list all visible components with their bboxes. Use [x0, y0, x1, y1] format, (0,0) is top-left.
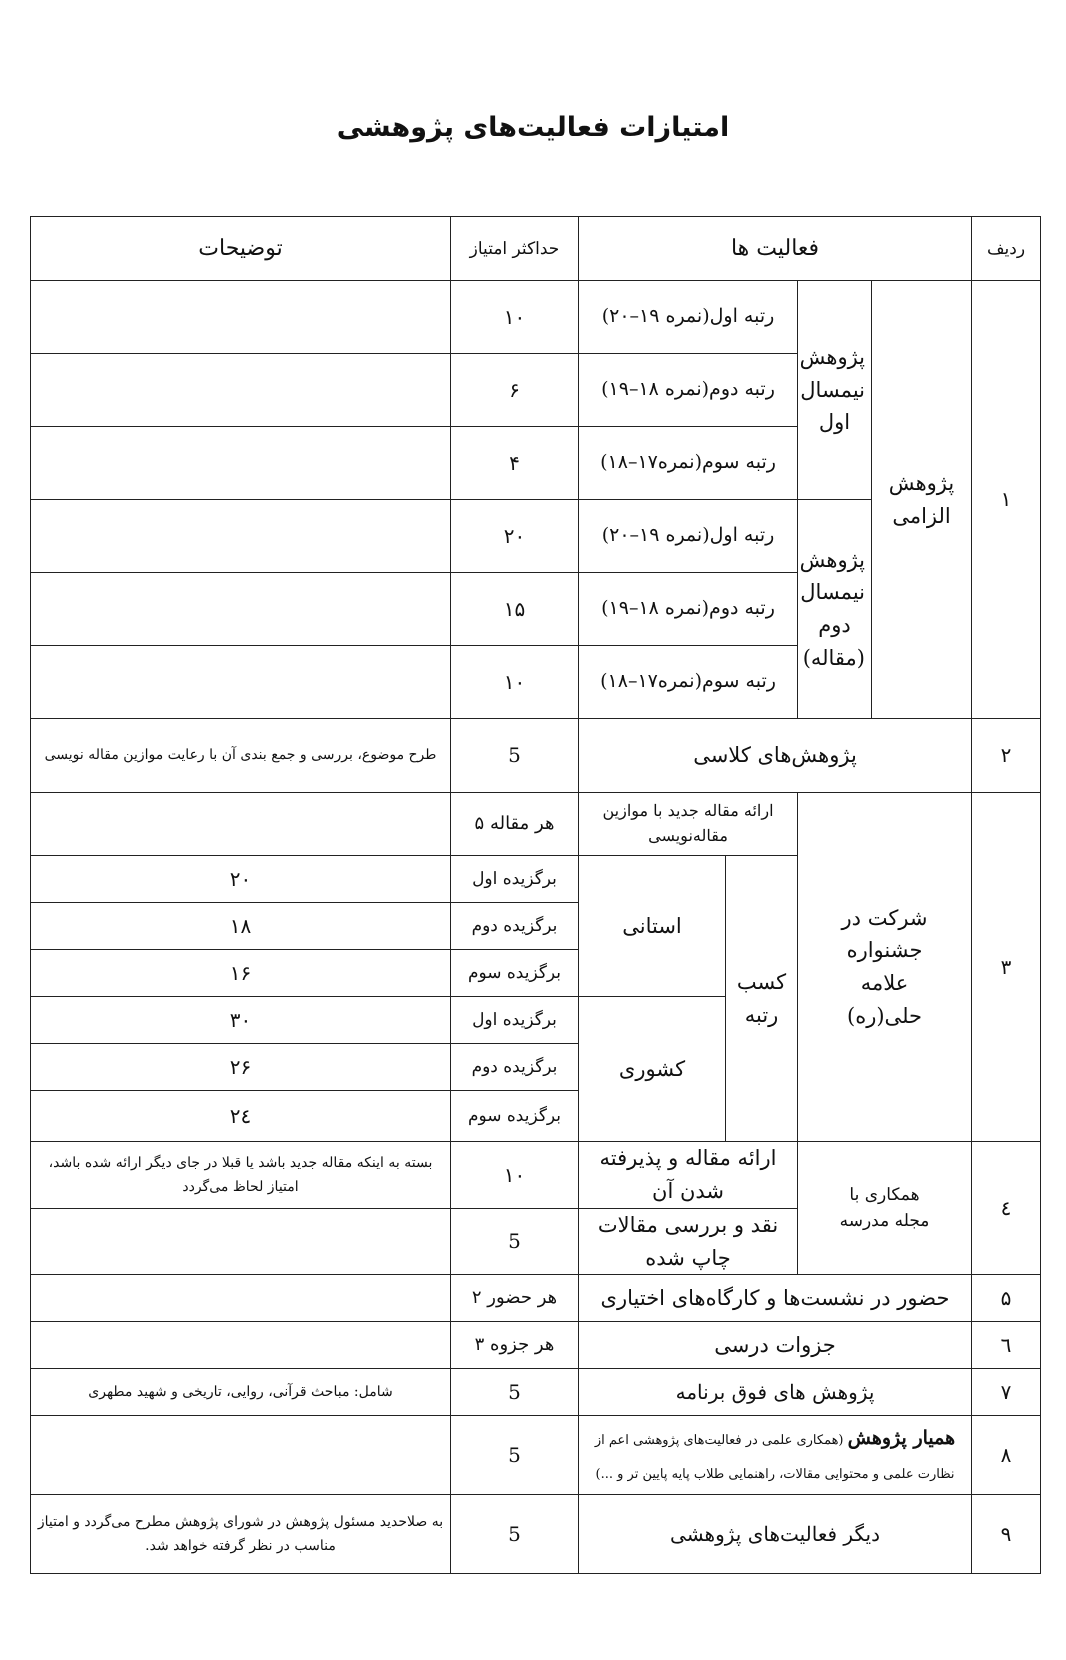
activity-cell: برگزیده اول	[451, 997, 579, 1044]
activity-cell: جزوات درسی	[579, 1322, 972, 1369]
score-cell: ۱۸	[31, 903, 451, 950]
row-number: ۵	[972, 1275, 1041, 1322]
table-row	[31, 1369, 1041, 1416]
table-row	[31, 1495, 1041, 1574]
description-cell: بسته به اینکه مقاله جدید باشد یا قبلا در جای دیگر ارائه شده باشد، امتیاز لحاظ می‌گردد	[31, 1142, 451, 1209]
table-row	[31, 1322, 1041, 1369]
description-cell	[31, 1416, 451, 1495]
description-cell	[31, 1322, 451, 1369]
activity-cell: رتبه سوم(نمره۱۷–۱۸)	[579, 427, 798, 500]
description-cell	[31, 793, 451, 856]
activity-cell: پژوهش های فوق برنامه	[579, 1369, 972, 1416]
page-title: امتیازات فعالیت‌های پژوهشی	[336, 112, 730, 143]
activity-cell: حضور در نشست‌ها و کارگاه‌های اختیاری	[579, 1275, 972, 1322]
row-number: ۸	[972, 1416, 1041, 1495]
activity-cell: برگزیده سوم	[451, 1091, 579, 1142]
header-activities: فعالیت ها	[579, 217, 972, 281]
activity-cell: دیگر فعالیت‌های پژوهشی	[579, 1495, 972, 1574]
level-cell: استانی	[579, 856, 726, 997]
score-cell: 5	[451, 1416, 579, 1495]
header-row-number: ردیف	[972, 217, 1041, 281]
category-cell: شرکت در جشنواره علامه حلی(ره)	[798, 793, 972, 1142]
table-row	[31, 1275, 1041, 1322]
score-cell: 5	[451, 1369, 579, 1416]
score-cell: ۴	[451, 427, 579, 500]
description-cell	[31, 1209, 451, 1275]
activity-cell: برگزیده سوم	[451, 950, 579, 997]
activity-cell	[579, 1416, 972, 1495]
row-number: ۲	[972, 719, 1041, 793]
score-cell: هر جزوه ۳	[451, 1322, 579, 1369]
score-cell: ۱۵	[451, 573, 579, 646]
description-cell: طرح موضوع، بررسی و جمع بندی آن با رعایت موازین مقاله نویسی	[31, 719, 451, 793]
description-cell	[31, 427, 451, 500]
table-row	[31, 1416, 1041, 1495]
subcategory-cell: کسب رتبه	[726, 856, 798, 1142]
description-cell: شامل: مباحث قرآنی، روایی، تاریخی و شهید مطهری	[31, 1369, 451, 1416]
score-cell: هر مقاله ۵	[451, 793, 579, 856]
activity-cell: برگزیده اول	[451, 856, 579, 903]
row-number: ۷	[972, 1369, 1041, 1416]
description-cell	[31, 573, 451, 646]
row-number: ۳	[972, 793, 1041, 1142]
activity-cell: رتبه اول(نمره ۱۹–۲۰)	[579, 281, 798, 354]
header-row	[31, 217, 1041, 281]
activity-cell: ارائه مقاله و پذیرفته شدن آن	[579, 1142, 798, 1209]
activity-cell: رتبه سوم(نمره۱۷–۱۸)	[579, 646, 798, 719]
score-cell: 5	[451, 719, 579, 793]
row-number: ٤	[972, 1142, 1041, 1275]
score-cell: هر حضور ۲	[451, 1275, 579, 1322]
header-description: توضیحات	[31, 217, 451, 281]
score-cell: ۲۰	[31, 856, 451, 903]
row-number: ۱	[972, 281, 1041, 719]
activity-note: (همکاری علمی در فعالیت‌های پژوهشی اعم از نظارت علمی و محتوایی مقالات، راهنمایی طلاب پایه پایین تر و ...)	[594, 1432, 955, 1483]
score-cell: ۲۶	[31, 1044, 451, 1091]
activity-cell: رتبه دوم(نمره ۱۸–۱۹)	[579, 573, 798, 646]
table-row	[31, 281, 1041, 354]
activity-cell: برگزیده دوم	[451, 903, 579, 950]
activity-cell: برگزیده دوم	[451, 1044, 579, 1091]
subcategory-cell: پژوهش نیمسال دوم (مقاله)	[798, 500, 872, 719]
description-cell	[31, 281, 451, 354]
score-cell: ۱۰	[451, 1142, 579, 1209]
score-cell: ۱۰	[451, 281, 579, 354]
score-cell: ۲٤	[31, 1091, 451, 1142]
table-row	[31, 793, 1041, 856]
description-cell	[31, 354, 451, 427]
description-cell	[31, 1275, 451, 1322]
table-row	[31, 719, 1041, 793]
row-number: ۹	[972, 1495, 1041, 1574]
score-cell: ۶	[451, 354, 579, 427]
activity-cell: پژوهش‌های کلاسی	[579, 719, 972, 793]
category-cell: پژوهش الزامی	[872, 281, 972, 719]
score-cell: ۳۰	[31, 997, 451, 1044]
score-cell: ۱۶	[31, 950, 451, 997]
score-cell: 5	[451, 1495, 579, 1574]
level-cell: کشوری	[579, 997, 726, 1142]
description-cell	[31, 646, 451, 719]
activity-cell: رتبه اول(نمره ۱۹–۲۰)	[579, 500, 798, 573]
subcategory-cell: پژوهش نیمسال اول	[798, 281, 872, 500]
activity-cell: ارائه مقاله جدید با موازین مقاله‌نویسی	[579, 793, 798, 856]
scores-table	[30, 216, 1041, 1574]
description-cell: به صلاحدید مسئول پژوهش در شورای پژوهش مطرح می‌گردد و امتیاز مناسب در نظر گرفته خواهد شد.	[31, 1495, 451, 1574]
score-cell: ۱۰	[451, 646, 579, 719]
table-row	[31, 1142, 1041, 1209]
description-cell	[31, 500, 451, 573]
row-number: ٦	[972, 1322, 1041, 1369]
score-cell: 5	[451, 1209, 579, 1275]
header-max-score: حداکثر امتیاز	[451, 217, 579, 281]
category-cell: همکاری با مجله مدرسه	[798, 1142, 972, 1275]
activity-title: همیار پژوهش	[847, 1426, 956, 1449]
activity-cell: رتبه دوم(نمره ۱۸–۱۹)	[579, 354, 798, 427]
activity-cell: نقد و بررسی مقالات چاپ شده	[579, 1209, 798, 1275]
score-cell: ۲۰	[451, 500, 579, 573]
